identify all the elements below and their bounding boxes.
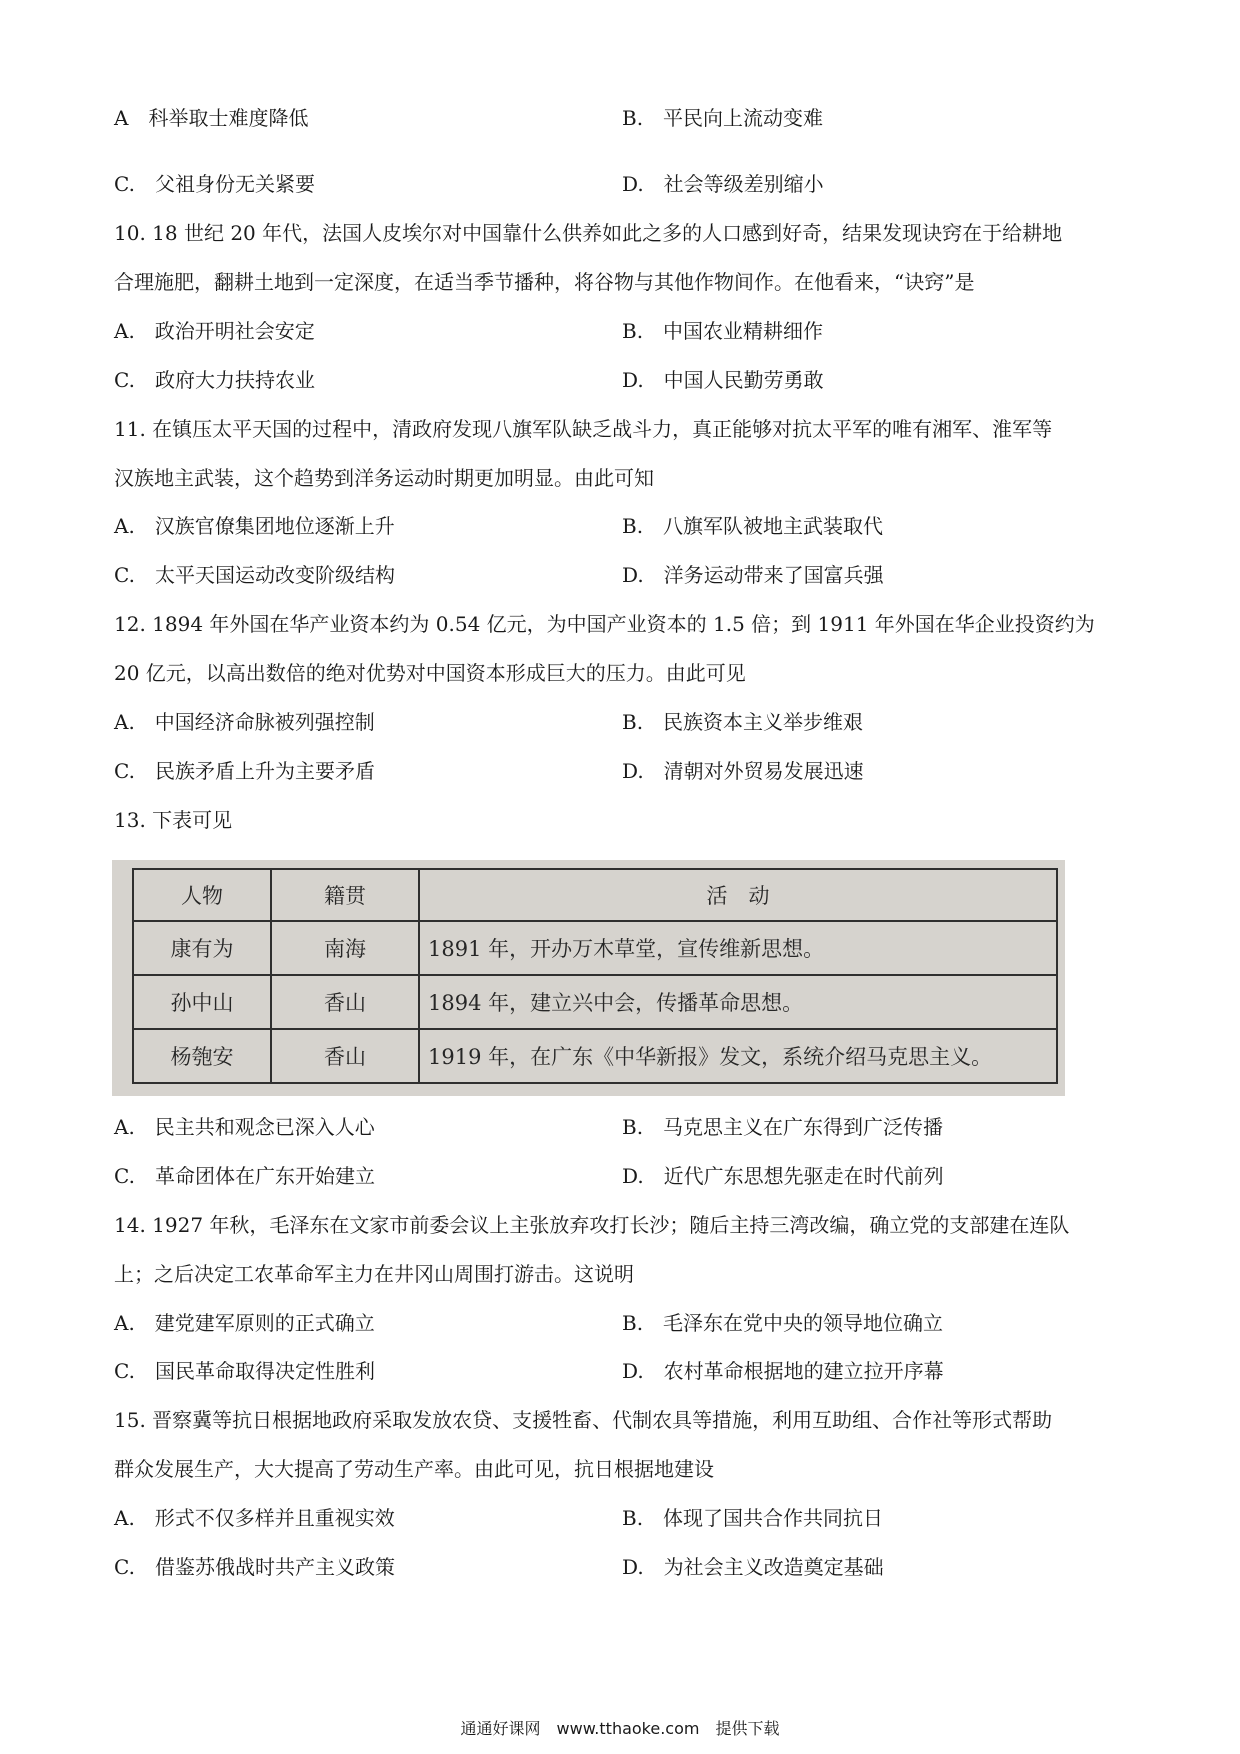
q9-option-d: D. 社会等级差别缩小 — [622, 172, 824, 196]
table-header-row — [133, 869, 1057, 921]
table-header-cell: 籍贯 — [271, 869, 419, 921]
q15-option-d: D. 为社会主义改造奠定基础 — [622, 1555, 884, 1579]
q10-option-d: D. 中国人民勤劳勇敢 — [622, 368, 824, 392]
q15-stem-line1: 15. 晋察冀等抗日根据地政府采取发放农贷、支援牲畜、代制农具等措施，利用互助组、合作社等形式帮助 — [114, 1408, 1053, 1432]
q10-stem-line2: 合理施肥，翻耕土地到一定深度，在适当季节播种，将谷物与其他作物间作。在他看来，“诀窍”是 — [114, 270, 975, 294]
table-cell: 孙中山 — [133, 975, 271, 1029]
q14-option-b: B. 毛泽东在党中央的领导地位确立 — [622, 1311, 944, 1335]
q13-option-c: C. 革命团体在广东开始建立 — [114, 1164, 375, 1188]
q11-option-b: B. 八旗军队被地主武装取代 — [622, 514, 884, 538]
q15-option-c: C. 借鉴苏俄战时共产主义政策 — [114, 1555, 395, 1579]
q10-option-c: C. 政府大力扶持农业 — [114, 368, 315, 392]
q10-stem-line1: 10. 18 世纪 20 年代，法国人皮埃尔对中国靠什么供养如此之多的人口感到好奇，结果发现诀窍在于给耕地 — [114, 221, 1063, 245]
q11-stem-line1: 11. 在镇压太平天国的过程中，清政府发现八旗军队缺乏战斗力，真正能够对抗太平军的唯有湘军、淮军等 — [114, 417, 1053, 441]
q12-stem-line2: 20 亿元，以高出数倍的绝对优势对中国资本形成巨大的压力。由此可见 — [114, 661, 746, 685]
q13-option-d: D. 近代广东思想先驱走在时代前列 — [622, 1164, 944, 1188]
q15-stem-line2: 群众发展生产，大大提高了劳动生产率。由此可见，抗日根据地建设 — [114, 1457, 714, 1481]
q11-option-d: D. 洋务运动带来了国富兵强 — [622, 563, 884, 587]
q15-option-b: B. 体现了国共合作共同抗日 — [622, 1506, 884, 1530]
table-row — [133, 921, 1057, 975]
q15-option-a: A. 形式不仅多样并且重视实效 — [114, 1506, 395, 1530]
q11-option-a: A. 汉族官僚集团地位逐渐上升 — [114, 514, 395, 538]
q9-option-b: B. 平民向上流动变难 — [622, 106, 824, 130]
table-cell: 康有为 — [133, 921, 271, 975]
q13-table-photo — [112, 860, 1065, 1096]
q14-stem-line1: 14. 1927 年秋，毛泽东在文家市前委会议上主张放弃攻打长沙；随后主持三湾改编，确立党的支部建在连队 — [114, 1213, 1070, 1237]
table-row — [133, 975, 1057, 1029]
table-cell: 南海 — [271, 921, 419, 975]
table-cell: 香山 — [271, 1029, 419, 1083]
table-row — [133, 1029, 1057, 1083]
q14-option-d: D. 农村革命根据地的建立拉开序幕 — [622, 1359, 944, 1383]
q9-option-a: A 科举取士难度降低 — [114, 106, 309, 130]
q14-stem-line2: 上；之后决定工农革命军主力在井冈山周围打游击。这说明 — [114, 1262, 634, 1286]
q14-option-a: A. 建党建军原则的正式确立 — [114, 1311, 375, 1335]
table-cell: 1894 年，建立兴中会，传播革命思想。 — [419, 975, 1057, 1029]
q13-option-a: A. 民主共和观念已深入人心 — [114, 1115, 375, 1139]
page-footer: 通通好课网 www.tthaoke.com 提供下载 — [460, 1719, 780, 1738]
q11-option-c: C. 太平天国运动改变阶级结构 — [114, 563, 395, 587]
q11-stem-line2: 汉族地主武装，这个趋势到洋务运动时期更加明显。由此可知 — [114, 466, 654, 490]
table-header-cell: 人物 — [133, 869, 271, 921]
q14-option-c: C. 国民革命取得决定性胜利 — [114, 1359, 375, 1383]
q12-option-d: D. 清朝对外贸易发展迅速 — [622, 759, 864, 783]
q10-option-a: A. 政治开明社会安定 — [114, 319, 315, 343]
q10-option-b: B. 中国农业精耕细作 — [622, 319, 824, 343]
table-cell: 杨匏安 — [133, 1029, 271, 1083]
q13-table — [132, 868, 1058, 1084]
q12-stem-line1: 12. 1894 年外国在华产业资本约为 0.54 亿元，为中国产业资本的 1.5 倍；到 1911 年外国在华企业投资约为 — [114, 612, 1095, 636]
table-cell: 1919 年，在广东《中华新报》发文，系统介绍马克思主义。 — [419, 1029, 1057, 1083]
q13-option-b: B. 马克思主义在广东得到广泛传播 — [622, 1115, 944, 1139]
table-cell: 1891 年，开办万木草堂，宣传维新思想。 — [419, 921, 1057, 975]
q12-option-a: A. 中国经济命脉被列强控制 — [114, 710, 375, 734]
q13-stem: 13. 下表可见 — [114, 808, 233, 832]
q12-option-b: B. 民族资本主义举步维艰 — [622, 710, 864, 734]
table-cell: 香山 — [271, 975, 419, 1029]
q9-option-c: C. 父祖身份无关紧要 — [114, 172, 315, 196]
table-header-cell: 活 动 — [419, 869, 1057, 921]
q12-option-c: C. 民族矛盾上升为主要矛盾 — [114, 759, 375, 783]
